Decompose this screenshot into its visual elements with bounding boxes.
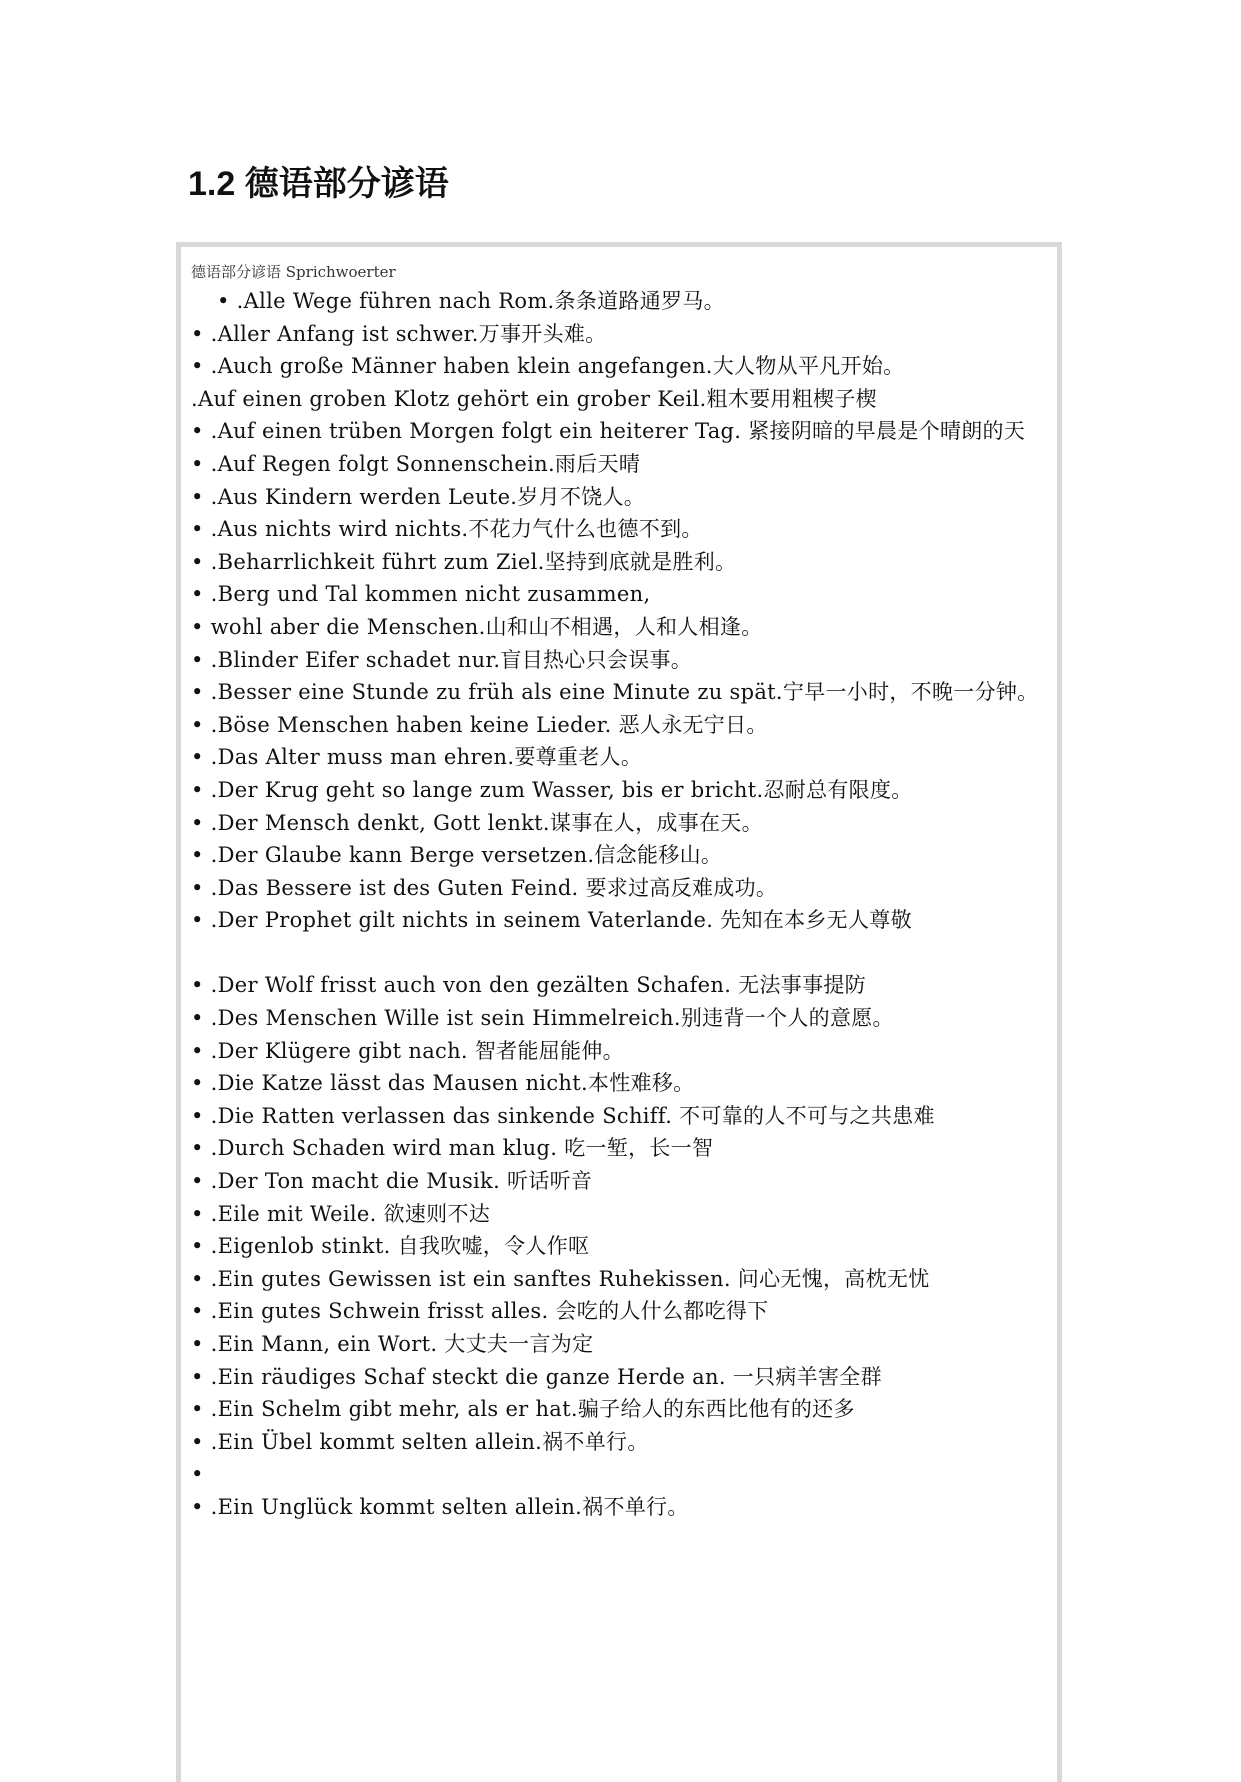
page-title: 1.2 德语部分谚语 bbox=[188, 165, 449, 203]
proverb-line: • .Berg und Tal kommen nicht zusammen, bbox=[191, 582, 651, 607]
proverb-line: • .Die Ratten verlassen das sinkende Schiff. 不可靠的人不可与之共患难 bbox=[191, 1103, 935, 1128]
proverb-line: • .Das Alter muss man ehren.要尊重老人。 bbox=[191, 745, 643, 770]
blank-line bbox=[191, 937, 1057, 970]
proverb-line: • .Ein Mann, ein Wort. 大丈夫一言为定 bbox=[191, 1332, 594, 1356]
proverb-line: • .Der Wolf frisst auch von den gezälten Schafen. 无法事事提防 bbox=[191, 973, 866, 998]
proverb-line: • .Der Krug geht so lange zum Wasser, bis er bricht.忍耐总有限度。 bbox=[191, 777, 913, 802]
proverb-line: • .Das Bessere ist des Guten Feind. 要求过高反难成功。 bbox=[191, 875, 778, 900]
proverb-line: • .Auf Regen folgt Sonnenschein.雨后天晴 bbox=[191, 451, 641, 476]
proverb-line: • .Besser eine Stunde zu früh als eine Minute zu spät.宁早一小时，不晚一分钟。 bbox=[191, 680, 1039, 705]
proverb-line: • .Ein gutes Schwein frisst alles. 会吃的人什么都吃得下 bbox=[191, 1299, 769, 1324]
proverb-line: • .Durch Schaden wird man klug. 吃一堑，长一智 bbox=[191, 1136, 714, 1161]
proverb-line: • .Der Mensch denkt, Gott lenkt.谋事在人，成事在天。 bbox=[191, 810, 763, 835]
proverb-line: • .Der Klügere gibt nach. 智者能屈能伸。 bbox=[191, 1038, 624, 1063]
proverb-line: • .Ein gutes Gewissen ist ein sanftes Ruhekissen. 问心无愧，高枕无忧 bbox=[191, 1266, 930, 1291]
proverb-line: • .Aller Anfang ist schwer.万事开头难。 bbox=[191, 321, 607, 346]
proverb-line: • .Alle Wege führen nach Rom.条条道路通罗马。 bbox=[217, 289, 725, 313]
proverb-line: • .Der Ton macht die Musik. 听话听音 bbox=[191, 1169, 593, 1194]
proverb-line: • wohl aber die Menschen.山和山不相遇，人和人相逢。 bbox=[191, 614, 763, 639]
proverb-line: • bbox=[191, 1462, 204, 1487]
proverb-line: • .Der Prophet gilt nichts in seinem Vaterlande. 先知在本乡无人尊敬 bbox=[191, 908, 912, 933]
proverb-line: • .Aus nichts wird nichts.不花力气什么也德不到。 bbox=[191, 517, 703, 542]
proverb-line: • .Die Katze lässt das Mausen nicht.本性难移。 bbox=[191, 1071, 695, 1096]
proverb-line: • .Auf einen trüben Morgen folgt ein heiterer Tag. 紧接阴暗的早晨是个晴朗的天 bbox=[191, 419, 1026, 444]
proverb-line: • .Ein Unglück kommt selten allein.祸不单行。 bbox=[191, 1494, 689, 1519]
proverb-line: • .Beharrlichkeit führt zum Ziel.坚持到底就是胜利。 bbox=[191, 549, 737, 574]
proverb-line: • .Ein Schelm gibt mehr, als er hat.骗子给人的东西比他有的还多 bbox=[191, 1397, 855, 1422]
proverb-line: • .Der Glaube kann Berge versetzen.信念能移山。 bbox=[191, 843, 723, 868]
proverb-line: • .Aus Kindern werden Leute.岁月不饶人。 bbox=[191, 484, 646, 509]
proverb-line: • .Böse Menschen haben keine Lieder. 恶人永无宁日。 bbox=[191, 712, 768, 737]
proverb-line: • .Auch große Männer haben klein angefangen.大人物从平凡开始。 bbox=[191, 354, 905, 379]
proverb-line: • .Eile mit Weile. 欲速则不达 bbox=[191, 1201, 491, 1226]
proverb-line: • .Blinder Eifer schadet nur.盲目热心只会误事。 bbox=[191, 647, 693, 672]
proverb-line: .Auf einen groben Klotz gehört ein grober Keil.粗木要用粗楔子楔 bbox=[191, 386, 877, 411]
proverb-line: • .Des Menschen Wille ist sein Himmelreich.别违背一个人的意愿。 bbox=[191, 1006, 894, 1031]
proverb-line: • .Ein räudiges Schaf steckt die ganze Herde an. 一只病羊害全群 bbox=[191, 1364, 882, 1389]
proverb-line: • .Ein Übel kommt selten allein.祸不单行。 bbox=[191, 1429, 649, 1454]
box-caption: 德语部分谚语 Sprichwoerter bbox=[191, 263, 396, 281]
proverb-line: • .Eigenlob stinkt. 自我吹嘘，令人作呕 bbox=[191, 1234, 590, 1259]
proverbs-box bbox=[176, 242, 1062, 1782]
proverb-list bbox=[191, 285, 1057, 1524]
